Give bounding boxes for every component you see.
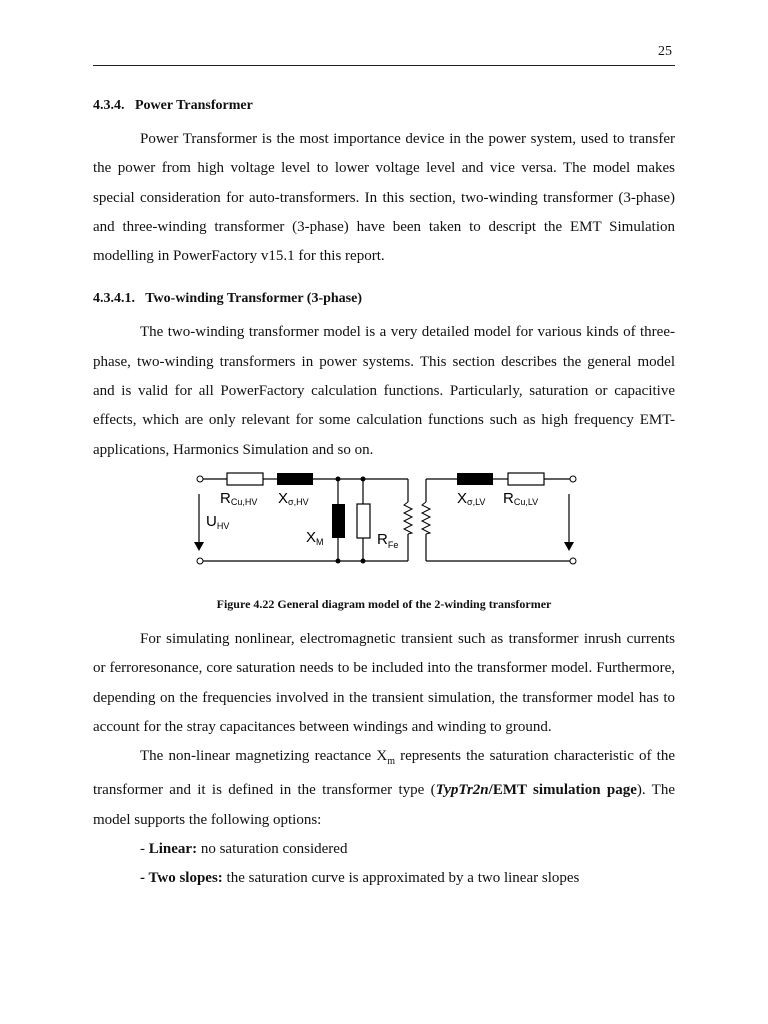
- circuit-diagram: [93, 472, 675, 592]
- subsection-heading: [93, 289, 675, 309]
- header-rule: [93, 65, 675, 66]
- label-u-hv: $U_{HV}$: [206, 512, 230, 531]
- option-linear: - Linear: no saturation considered: [140, 841, 348, 858]
- terminal-hv-bottom: [197, 558, 203, 564]
- figure-caption: Figure 4.22 General diagram model of the 2-winding transformer: [216, 596, 552, 611]
- label-x-hv: Xσ,HV: [278, 489, 309, 507]
- reactance-x-hv: [277, 473, 313, 485]
- coil-primary: [404, 502, 412, 534]
- paragraph-magnetizing-reactance: The non-linear magnetizing reactance $X_m$ represents the saturation characteristic of the transformer and it is defined in the transformer type (TypTr2n/EMT simulation page). The model supports the following options:: [93, 748, 676, 828]
- subsection-number: 4.3.4.1.: [93, 291, 135, 307]
- subsection-paragraph: The two-winding transformer model is a very detailed model for various kinds of three-phase, two-winding transformers in power systems. This section describes the general model and is valid for all PowerFactory calculation functions. Particularly, saturation or capacitive effects, which are only relevant for some calculation functions such as high frequency EMT-applications, Harmonics Simulation and so on.: [93, 324, 675, 458]
- subsection-title: Two-winding Transformer (3-phase): [145, 291, 362, 307]
- section-number: 4.3.4.: [93, 98, 125, 113]
- reactance-x-m: [332, 504, 345, 538]
- label-r-cu-lv: RCu,LV: [503, 489, 539, 507]
- reactance-x-lv: [457, 473, 493, 485]
- section-paragraph: Power Transformer is the most importance device in the power system, used to transfer the power from high voltage level to lower voltage level and vice versa. The model makes special consideration for auto-transformers. In this section, two-winding transformer (3-phase) and three-winding transformer (3-phase) have been taken to descript the EMT Simulation modelling in PowerFactory v15.1 for this report.: [93, 131, 675, 265]
- section-title: Power Transformer: [135, 98, 253, 113]
- page-content: [93, 96, 675, 894]
- type-name: TypTr2n: [435, 782, 489, 799]
- page-number: 25: [658, 44, 672, 59]
- resistor-r-cu-lv: [508, 473, 544, 485]
- terminal-lv-top: [570, 476, 576, 482]
- option-two-slopes: - Two slopes: the saturation curve is approximated by a two linear slopes: [140, 870, 580, 887]
- terminal-hv-top: [197, 476, 203, 482]
- coil-secondary: [422, 502, 430, 534]
- resistor-r-cu-hv: [227, 473, 263, 485]
- resistor-r-fe: [357, 504, 370, 538]
- label-r-fe: $R_{Fe}$: [377, 530, 399, 550]
- terminal-lv-bottom: [570, 558, 576, 564]
- page-name: EMT simulation page: [492, 782, 637, 799]
- label-x-lv: Xσ,LV: [457, 489, 486, 507]
- label-x-m: $X_M$: [306, 528, 324, 547]
- transformer-diagram: [93, 472, 675, 592]
- paragraph-saturation: For simulating nonlinear, electromagnetic transient such as transformer inrush currents or ferroresonance, core saturation needs to be included into the transformer model. Furthermore, depending on the frequencies involved in the transient simulation, the transformer model has to account for the stray capacitances between windings and winding to ground.: [93, 630, 675, 735]
- label-r-cu-hv: RCu,HV: [220, 489, 258, 507]
- section-heading: [93, 96, 675, 116]
